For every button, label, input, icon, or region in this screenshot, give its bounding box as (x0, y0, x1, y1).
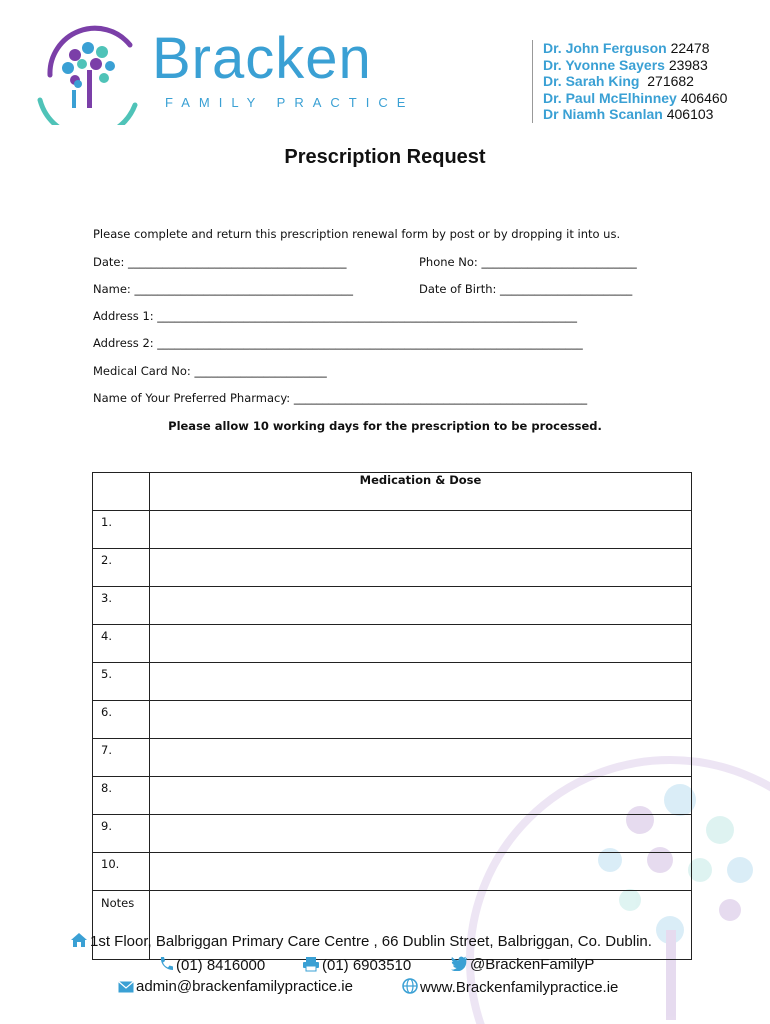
doctor-name: Dr. John Ferguson (543, 40, 667, 56)
pharmacy-field[interactable]: Name of Your Preferred Pharmacy: ___________________________________________________ (93, 391, 588, 405)
footer-address: 1st Floor, Balbriggan Primary Care Centre , 66 Dublin Street, Balbriggan, Co. Dublin. (90, 933, 652, 950)
medication-cell[interactable] (150, 701, 692, 739)
table-row (93, 777, 692, 815)
globe-icon (402, 978, 418, 994)
row-number: 3. (93, 587, 150, 625)
row-number: 7. (93, 739, 150, 777)
table-row (93, 587, 692, 625)
row-number: 8. (93, 777, 150, 815)
table-cell (93, 473, 150, 511)
table-row (93, 549, 692, 587)
row-number: 1. (93, 511, 150, 549)
doctor-entry (543, 106, 727, 123)
medication-cell[interactable] (150, 853, 692, 891)
twitter-icon (451, 956, 468, 971)
row-number: 6. (93, 701, 150, 739)
medication-cell[interactable] (150, 625, 692, 663)
medication-cell[interactable] (150, 815, 692, 853)
footer-email-line (118, 978, 353, 995)
medication-cell[interactable] (150, 587, 692, 625)
doctor-name: Dr Niamh Scanlan (543, 106, 663, 122)
row-number: 4. (93, 625, 150, 663)
footer-twitter-line (451, 956, 594, 973)
row-number: 9. (93, 815, 150, 853)
address2-field[interactable]: Address 2: __________________________________________________________________________ (93, 336, 583, 350)
doctor-number: 406460 (680, 89, 728, 106)
table-row (93, 739, 692, 777)
footer-website-line (402, 978, 618, 996)
email-icon (118, 981, 134, 993)
footer-email[interactable]: admin@brackenfamilypractice.ie (136, 978, 353, 995)
doctor-entry (543, 57, 727, 74)
doctor-entry (543, 90, 727, 107)
footer-fax: (01) 6903510 (322, 957, 412, 974)
doctor-name: Dr. Paul McElhinney (543, 89, 677, 106)
row-number: 10. (93, 853, 150, 891)
table-row (93, 853, 692, 891)
processing-notice: Please allow 10 working days for the prescription to be processed. (168, 419, 602, 433)
table-row (93, 625, 692, 663)
address1-field[interactable]: Address 1: _________________________________________________________________________ (93, 309, 578, 323)
table-row (93, 511, 692, 549)
footer-website[interactable]: www.Brackenfamilypractice.ie (420, 979, 619, 996)
medical-card-field[interactable]: Medical Card No: _______________________ (93, 364, 327, 378)
home-icon (70, 932, 88, 948)
medication-cell[interactable] (150, 549, 692, 587)
doctor-number: 406103 (666, 106, 714, 122)
row-number: 2. (93, 549, 150, 587)
doctor-name: Dr. Sarah King (543, 73, 640, 89)
footer-fax-line (302, 956, 411, 974)
footer-phone[interactable]: (01) 8416000 (176, 957, 266, 974)
row-number: 5. (93, 663, 150, 701)
footer-phone-line (158, 956, 265, 974)
medication-cell[interactable] (150, 777, 692, 815)
medication-cell[interactable] (150, 511, 692, 549)
practice-logo-icon (30, 20, 145, 125)
brand-name: Bracken (152, 26, 372, 91)
medication-header: Medication & Dose (150, 473, 692, 511)
footer-twitter[interactable]: @BrackenFamilyP (470, 956, 595, 973)
phone-field[interactable]: Phone No: ___________________________ (419, 255, 637, 269)
doctor-entry (543, 73, 727, 90)
table-row (93, 701, 692, 739)
notes-label: Notes (101, 896, 135, 910)
date-field[interactable]: Date: ______________________________________ (93, 255, 347, 269)
brand-subtitle: FAMILY PRACTICE (165, 95, 415, 110)
doctor-number: 271682 (647, 73, 694, 89)
doctor-entry (543, 40, 727, 57)
page-title: Prescription Request (284, 146, 486, 168)
medication-cell[interactable] (150, 739, 692, 777)
table-row (93, 815, 692, 853)
fax-icon (302, 956, 320, 972)
dob-field[interactable]: Date of Birth: _______________________ (419, 282, 633, 296)
table-row (93, 663, 692, 701)
doctor-name: Dr. Yvonne Sayers (543, 56, 665, 73)
form-intro: Please complete and return this prescription renewal form by post or by dropping it into us. (93, 227, 621, 241)
medication-table (92, 472, 692, 960)
doctor-number: 23983 (668, 56, 708, 73)
doctor-number: 22478 (670, 40, 710, 56)
table-header-row (93, 473, 692, 511)
medication-cell[interactable] (150, 663, 692, 701)
doctor-list (532, 40, 727, 123)
phone-icon (158, 956, 174, 972)
name-field[interactable]: Name: ______________________________________ (93, 282, 353, 296)
footer-address-line (70, 932, 652, 950)
